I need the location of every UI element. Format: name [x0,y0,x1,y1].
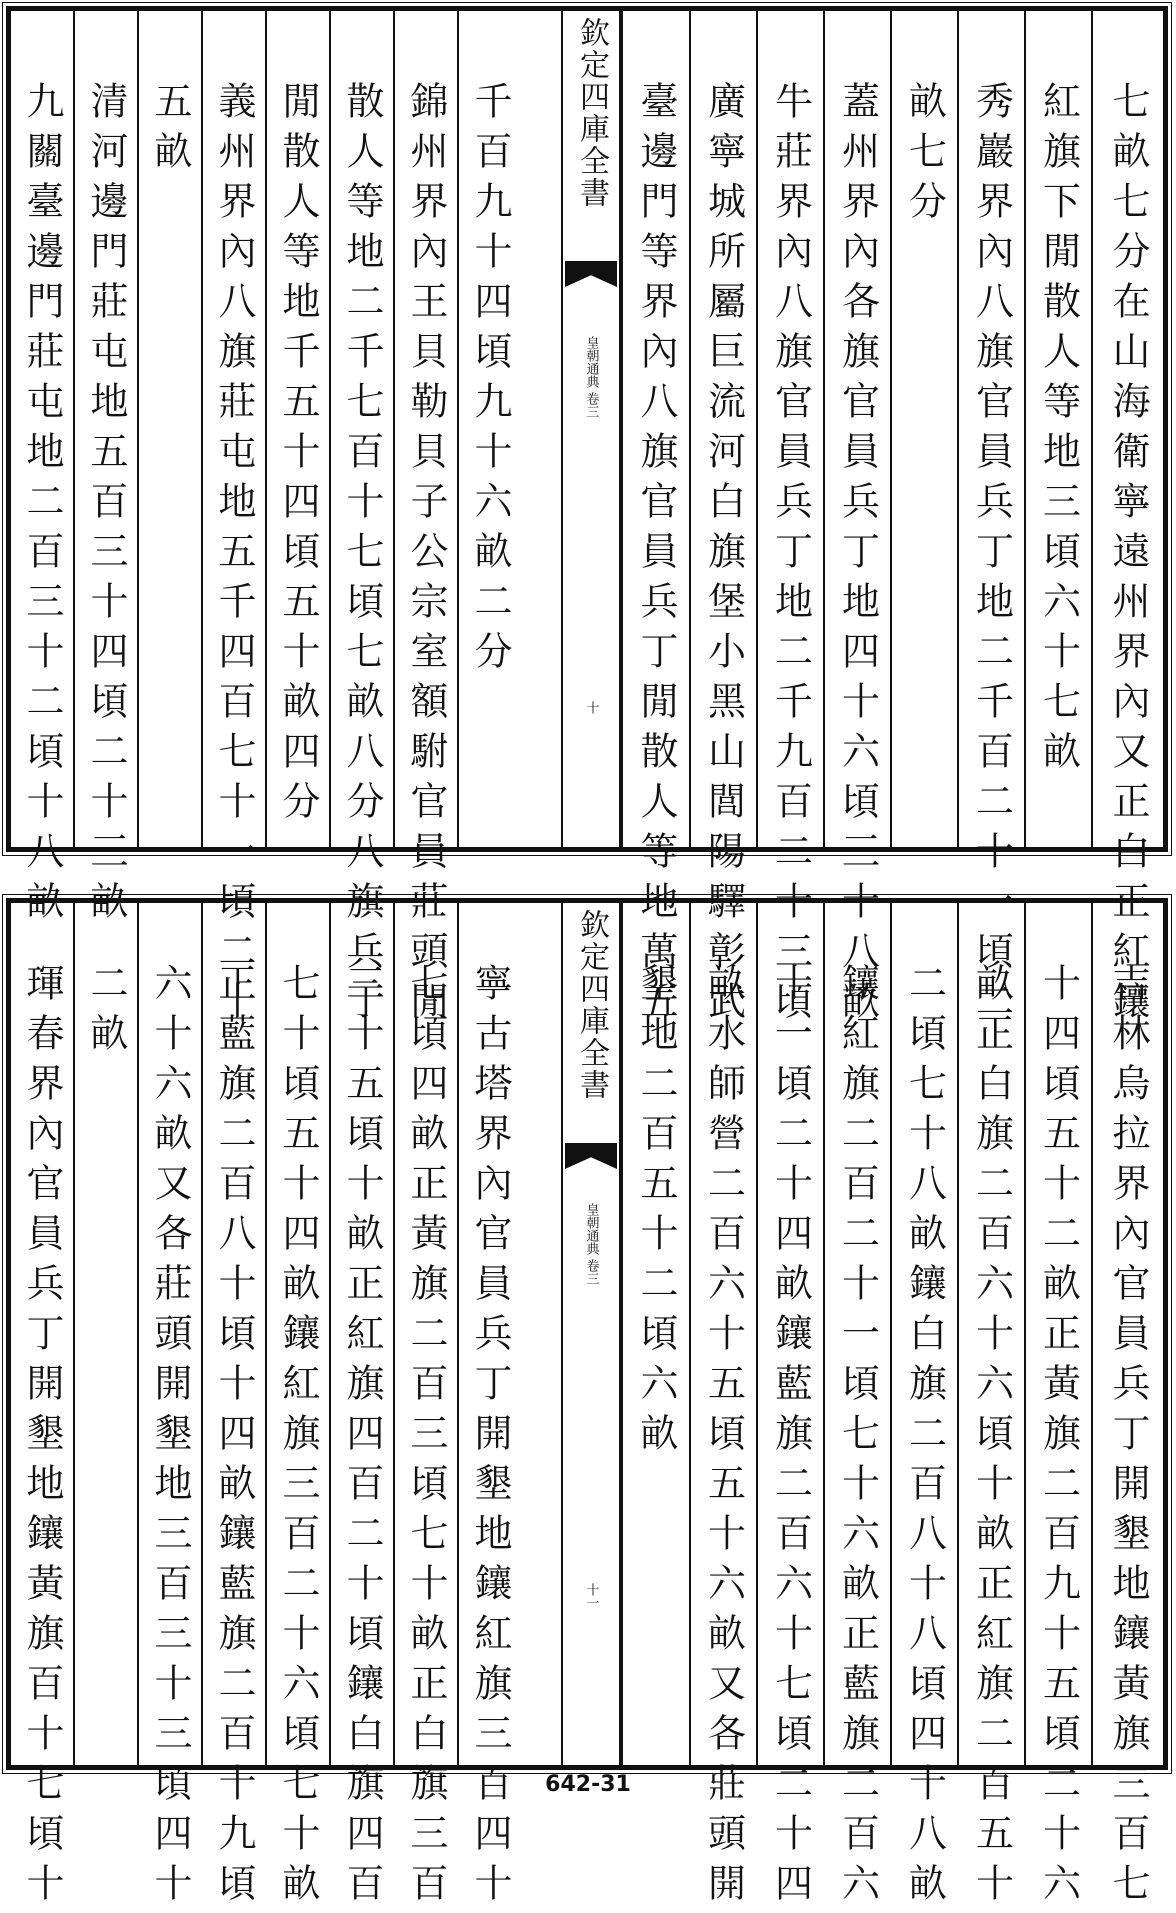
column-text: 紅旗下閒散人等地三頃六十七畝 [1036,81,1081,781]
fish-tail-mark [565,261,617,287]
center-column [561,903,621,1765]
center-column [561,11,621,847]
book-title: 欽定四庫全書 [574,909,609,1101]
column-text: 畝正白旗二百六十六頃十畝正紅旗二百五十 [969,963,1014,1913]
text-column [265,903,329,1913]
text-column [1091,11,1163,1031]
text-column [621,11,689,1031]
text-column [621,903,689,1765]
text-column [1024,11,1091,847]
text-column [201,903,265,1913]
column-text: 蓋州界內各旗官員兵丁地四十六頃三十八畝 [835,81,880,1031]
column-text: 墾地二百五十二頃六畝 [634,963,678,1463]
column-text: 九關臺邊門莊屯地二百三十二頃十八畝 [20,81,64,931]
column-text: 二頃七十八畝鑲白旗二百八十八頃四十八畝 [902,963,947,1913]
column-text: 秀巖界內八旗官員兵丁地二千百二十一頃二 [969,81,1014,1031]
scan-page-label: 642-31 [545,1772,631,1797]
column-text: 牛莊界內八旗官員兵丁地二千九百二十三頃 [768,81,813,1031]
column-text: 臺邊門等界內八旗官員兵丁閒散人等地萬五 [634,81,678,1031]
book-title: 欽定四庫全書 [574,17,609,209]
text-column [329,11,393,1031]
text-column [11,11,73,931]
page-number: 十一 [583,1583,599,1609]
text-column [265,11,329,847]
text-column [1091,903,1163,1913]
text-column [890,903,957,1913]
text-column [137,11,201,847]
column-text: 畝水師營二百六十五頃五十六畝又各莊頭開 [701,963,746,1913]
column-text: 閒散人等地千五十四頃五十畝四分 [276,81,320,831]
column-text: 散人等地二千七百十七頃七畝八分八旗兵丁 [340,81,384,1031]
text-column [329,903,393,1913]
column-text: 十四頃五十二畝正黃旗二百九十五頃二十六 [1036,963,1081,1913]
text-column [393,11,457,1031]
column-text: 千百九十四頃九十六畝二分 [468,81,512,681]
column-text: 七畝七分在山海衛寧遠州界內又正白正紅鑲 [1106,81,1150,1031]
column-text: 七十頃五十四畝鑲紅旗三百二十六頃七十畝 [276,963,320,1913]
text-column [890,11,957,847]
column-text: 吉林烏拉界內官員兵丁開墾地鑲黃旗三百七 [1106,963,1150,1913]
text-column [393,903,457,1913]
fish-tail-mark [565,1143,617,1169]
text-column [137,903,201,1913]
column-text: 二畝 [84,963,128,1063]
text-column [73,11,137,931]
column-text: 十一頃二十四畝鑲藍旗二百六十七頃二十四 [768,963,813,1913]
column-text: 清河邊門莊屯地五百三十四頃二十三畝 [84,81,128,931]
column-text: 錦州界內王貝勒貝子公宗室額駙官員莊頭閒 [404,81,448,1031]
text-column [11,903,73,1913]
column-text: 寧古塔界內官員兵丁開墾地鑲紅旗三百四十 [468,963,512,1913]
text-column [201,11,265,1031]
section-title: 皇朝通典 卷三 [583,336,599,419]
text-column [689,11,756,1031]
page-number: 十 [583,701,599,714]
column-text: 五畝 [148,81,192,181]
column-text: 廣寧城所屬巨流河白旗堡小黑山閭陽驛彰武 [701,81,746,1031]
column-text: 義州界內八旗莊屯地五千四百七十一頃二十 [212,81,256,1031]
column-text: 六十六畝又各莊頭開墾地三百三十三頃四十 [148,963,192,1913]
text-column [457,903,521,1913]
text-column [1024,903,1091,1913]
text-column [823,903,890,1913]
column-text: 七頃四畝正黃旗二百三頃七十畝正白旗三百 [404,963,448,1913]
column-text: 三十五頃十畝正紅旗四百二十頃鑲白旗四百 [340,963,384,1913]
text-column [73,903,137,1765]
text-column [957,11,1024,1031]
section-title: 皇朝通典 卷三 [583,1203,599,1286]
text-column [823,11,890,1031]
text-column [457,11,521,847]
column-text: 琿春界內官員兵丁開墾地鑲黃旗百十七頃十 [20,963,64,1913]
text-column [756,903,823,1913]
column-text: 畝七分 [902,81,947,231]
text-column [756,11,823,1031]
column-text: 正藍旗二百八十頃十四畝鑲藍旗二百十九頃 [212,963,256,1913]
text-column [957,903,1024,1913]
column-text: 鑲紅旗二百二十一頃七十六畝正藍旗二百六 [835,963,880,1913]
text-column [689,903,756,1913]
